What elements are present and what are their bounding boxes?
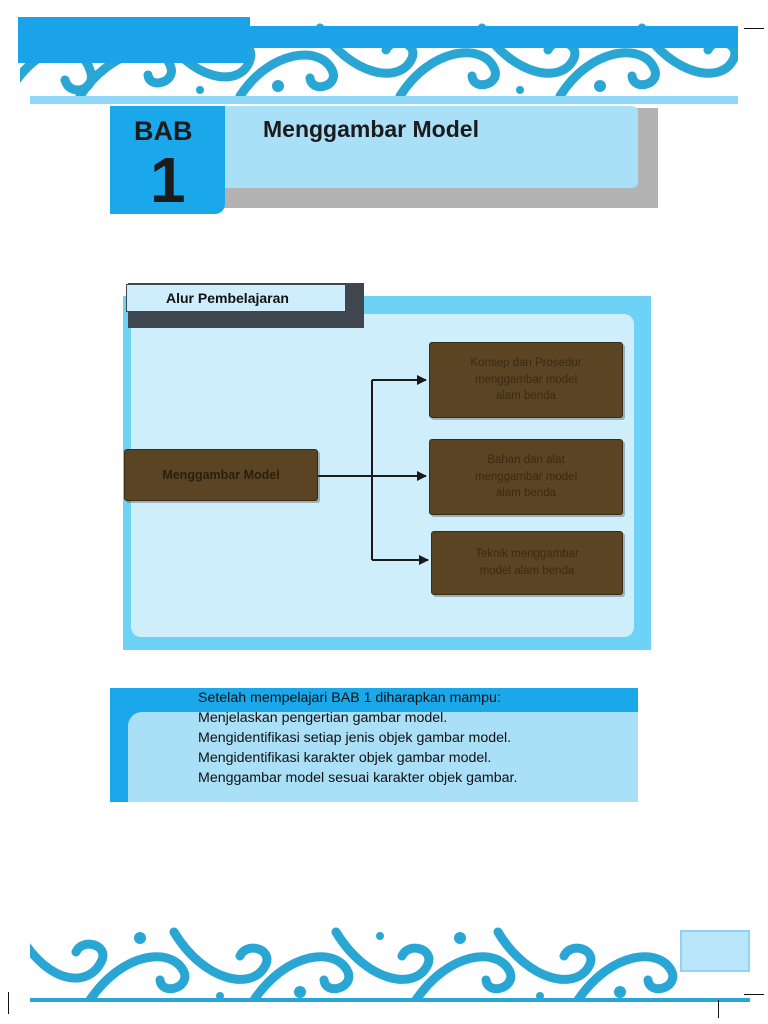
branch-1-line-3: alam benda [495,390,557,403]
objective-item-2: Mengidentifikasi setiap jenis objek gambar model. [198,730,512,746]
batik-swirl-pattern-bottom [30,926,750,1002]
crop-mark-top-right [744,28,764,29]
flow-node-main [124,449,318,501]
objective-item-3: Mengidentifikasi karakter objek gambar model. [198,750,492,766]
flow-node-branch-1 [429,342,623,418]
chapter-number: 1 [150,144,186,216]
branch-2-line-2: menggambar model [474,470,578,483]
chapter-label: BAB [134,116,193,146]
objective-item-4: Menggambar model sesuai karakter objek gambar. [198,770,518,786]
branch-1-line-2: menggambar model [474,373,578,386]
chapter-title: Menggambar Model [263,116,479,142]
objectives-text [198,688,517,788]
branch-2-line-1: Bahan dan alat [487,453,565,466]
crop-mark-bottom-right [744,994,764,995]
crop-mark-right [718,1000,719,1018]
bottom-ornament-band [30,926,750,1002]
crop-mark-left [8,992,9,1014]
flow-node-branch-3 [431,531,623,595]
branch-3-line-1: Teknik menggambar [475,548,579,561]
branch-2-line-3: alam benda [495,487,557,500]
flow-node-main-label: Menggambar Model [162,467,280,482]
objectives-intro: Setelah mempelajari BAB 1 diharapkan mampu: [198,690,501,706]
flow-arrows [318,380,428,560]
flow-node-branch-2 [429,439,623,515]
branch-3-line-2: model alam benda [479,565,575,577]
page-number-tab [680,930,750,972]
flow-heading: Alur Pembelajaran [166,290,289,306]
branch-1-line-1: Konsep dan Prosedur [470,356,582,369]
objective-item-1: Menjelaskan pengertian gambar model. [198,710,448,726]
